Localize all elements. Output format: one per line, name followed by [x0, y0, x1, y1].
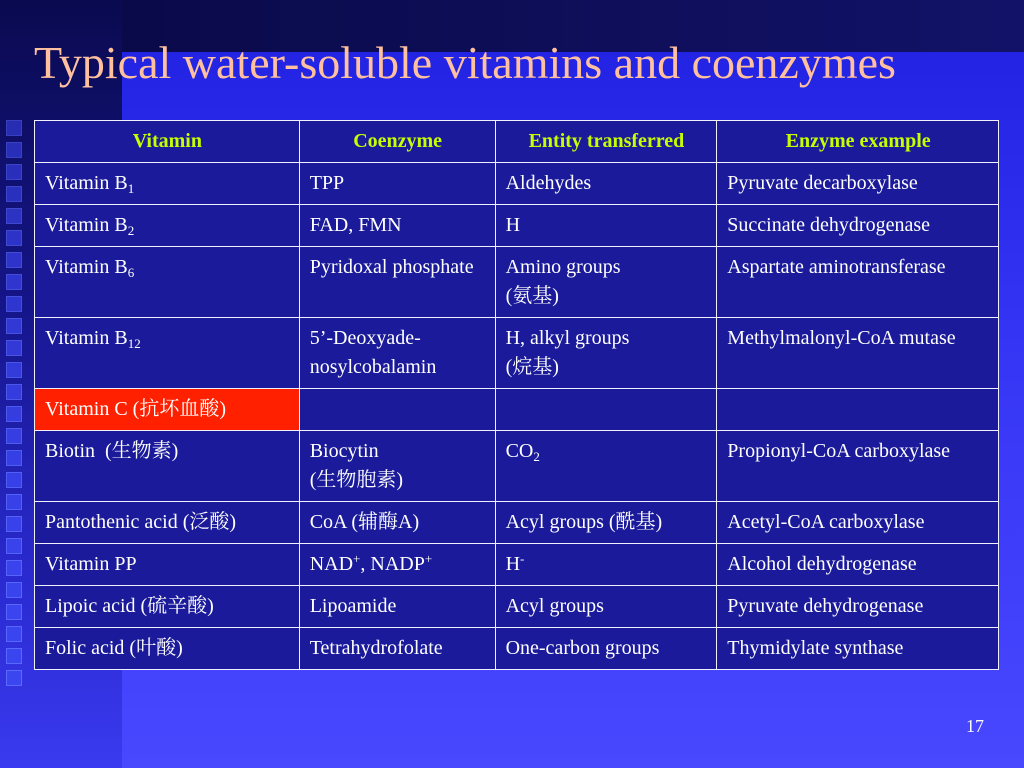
table-row [35, 389, 999, 431]
decorative-square [6, 538, 22, 554]
subscript: 2 [533, 449, 540, 464]
header-vitamin: Vitamin [35, 121, 300, 163]
decorative-square [6, 252, 22, 268]
table-row [35, 163, 999, 205]
decorative-square [6, 626, 22, 642]
enzyme-cell: Succinate dehydrogenase [717, 205, 999, 247]
decorative-square [6, 362, 22, 378]
table-row [35, 628, 999, 670]
decorative-square [6, 208, 22, 224]
decorative-square [6, 428, 22, 444]
page-number: 17 [966, 716, 984, 736]
decorative-square [6, 494, 22, 510]
header-coenzyme: Coenzyme [299, 121, 495, 163]
entity-cell: H- [495, 544, 717, 586]
vitamin-cell: Vitamin $B_2$ [35, 205, 300, 247]
vitamin-cell: Vitamin $B_{12}$ [35, 318, 300, 389]
entity-cell: One-carbon groups [495, 628, 717, 670]
table-header-row [35, 121, 999, 163]
decorative-square [6, 472, 22, 488]
decorative-square [6, 406, 22, 422]
table-row [35, 205, 999, 247]
decorative-square [6, 142, 22, 158]
vitamin-cell-highlighted: Vitamin C (抗坏血酸) [35, 389, 300, 431]
header-entity-transferred: Entity transferred [495, 121, 717, 163]
subscript: 6 [127, 265, 135, 280]
slide-title: Typical water-soluble vitamins and coenzymes [34, 37, 896, 88]
coenzyme-cell: CoA (辅酶A) [299, 502, 495, 544]
vitamin-cell: Biotin (生物素) [35, 431, 300, 502]
subscript: 12 [127, 336, 141, 351]
decorative-square [6, 604, 22, 620]
decorative-square [6, 560, 22, 576]
enzyme-cell: Acetyl-CoA carboxylase [717, 502, 999, 544]
entity-cell: Acyl groups [495, 586, 717, 628]
subscript: 1 [127, 181, 135, 196]
table-row [35, 544, 999, 586]
decorative-square [6, 164, 22, 180]
coenzyme-cell: Tetrahydrofolate [299, 628, 495, 670]
table-row [35, 318, 999, 389]
decorative-square [6, 230, 22, 246]
enzyme-cell: Pyruvate dehydrogenase [717, 586, 999, 628]
decorative-square [6, 670, 22, 686]
entity-cell: $CO_2$ [495, 431, 717, 502]
decorative-square [6, 120, 22, 136]
enzyme-cell: Methylmalonyl-CoA mutase [717, 318, 999, 389]
decorative-square [6, 296, 22, 312]
enzyme-cell: Propionyl-CoA carboxylase [717, 431, 999, 502]
coenzyme-cell [299, 389, 495, 431]
entity-cell: Aldehydes [495, 163, 717, 205]
vitamin-cell: Vitamin $B_1$ [35, 163, 300, 205]
superscript: - [520, 551, 525, 566]
enzyme-cell: Aspartate aminotransferase [717, 247, 999, 318]
table-row [35, 247, 999, 318]
decorative-square [6, 186, 22, 202]
coenzyme-cell: NAD+, NADP+ [299, 544, 495, 586]
vitamin-cell: Vitamin $B_6$ [35, 247, 300, 318]
entity-cell [495, 389, 717, 431]
table-row [35, 431, 999, 502]
entity-cell: Amino groups (氨基) [495, 247, 717, 318]
coenzyme-cell: Biocytin (生物胞素) [299, 431, 495, 502]
decorative-square [6, 582, 22, 598]
superscript: + [353, 551, 361, 566]
enzyme-cell: Alcohol dehydrogenase [717, 544, 999, 586]
decorative-square [6, 318, 22, 334]
coenzyme-cell: 5’-Deoxyade-nosylcobalamin [299, 318, 495, 389]
entity-cell: H [495, 205, 717, 247]
enzyme-cell: Pyruvate decarboxylase [717, 163, 999, 205]
decorative-square [6, 384, 22, 400]
decorative-square [6, 516, 22, 532]
enzyme-cell [717, 389, 999, 431]
coenzyme-cell: Pyridoxal phosphate [299, 247, 495, 318]
decorative-square [6, 648, 22, 664]
decorative-square [6, 274, 22, 290]
vitamin-cell: Folic acid (叶酸) [35, 628, 300, 670]
vitamin-cell: Lipoic acid (硫辛酸) [35, 586, 300, 628]
table-row [35, 586, 999, 628]
superscript: + [424, 551, 433, 566]
entity-cell: Acyl groups (酰基) [495, 502, 717, 544]
decorative-square [6, 340, 22, 356]
coenzyme-cell: Lipoamide [299, 586, 495, 628]
vitamins-table [34, 120, 999, 670]
table-row [35, 502, 999, 544]
subscript: 2 [127, 223, 135, 238]
decorative-square [6, 450, 22, 466]
entity-cell: H, alkyl groups (烷基) [495, 318, 717, 389]
coenzyme-cell: FAD, FMN [299, 205, 495, 247]
enzyme-cell: Thymidylate synthase [717, 628, 999, 670]
vitamin-cell: Pantothenic acid (泛酸) [35, 502, 300, 544]
header-enzyme-example: Enzyme example [717, 121, 999, 163]
vitamin-cell: Vitamin PP [35, 544, 300, 586]
coenzyme-cell: TPP [299, 163, 495, 205]
